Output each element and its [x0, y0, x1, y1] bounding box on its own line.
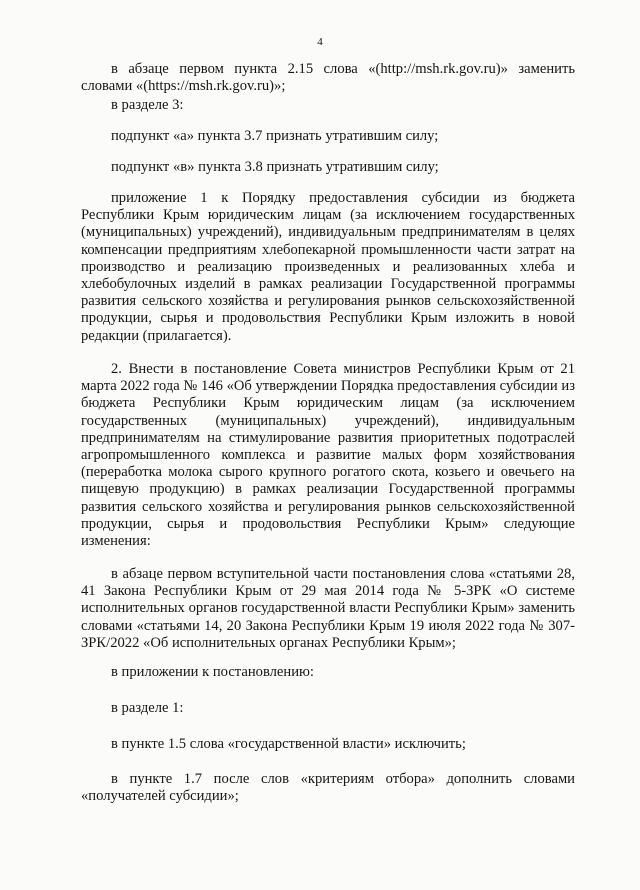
paragraph-subpoint-v: подпункт «в» пункта 3.8 признать утратившим силу; — [111, 159, 439, 175]
paragraph-point-1-7: в пункте 1.7 после слов «критериям отбора» дополнить словами «получателей субсидии»; — [81, 771, 575, 805]
paragraph-url-change: в абзаце первом пункта 2.15 слова «(http://msh.rk.gov.ru)» заменить словами «(https://msh.rk.gov.ru)»; — [81, 61, 575, 95]
paragraph-point-1-5: в пункте 1.5 слова «государственной власти» исключить; — [111, 736, 466, 752]
paragraph-section-3: в разделе 3: — [111, 97, 184, 113]
paragraph-preamble-change: в абзаце первом вступительной части постановления слова «статьями 28, 41 Закона Республики Крым от 29 мая 2014 года № 5-ЗРК «О системе исполнительных органов государственной власти Республики Крым» заменить словами «статьями 14, 20 Закона Республики Крым 19 июля 2022 года № 307-ЗРК/2022 «Об исполнительных органах Республики Крым»; — [81, 566, 575, 651]
paragraph-subpoint-a: подпункт «а» пункта 3.7 признать утратившим силу; — [111, 128, 439, 144]
paragraph-point-2: 2. Внести в постановление Совета министров Республики Крым от 21 марта 2022 года № 146 «Об утверждении Порядка предоставления субсидии из бюджета Республики Крым юридическим лицам (за исключением государственных (муниципальных) учреждений), индивидуальным предпринимателям на стимулирование развития приоритетных подотраслей агропромышленного комплекса и развитие малых форм хозяйствования (переработка молока сырого крупного рогатого скота, козьего и овечьего на пищевую продукцию) в рамках реализации Государственной программы развития сельского хозяйства и регулирования рынков сельскохозяйственной продукции, сырья и продовольствия Республики Крым» следующие изменения: — [81, 361, 575, 550]
paragraph-section-1: в разделе 1: — [111, 700, 184, 716]
paragraph-appendix-1: приложение 1 к Порядку предоставления субсидии из бюджета Республики Крым юридическим лицам (за исключением государственных (муниципальных) учреждений), индивидуальным предпринимателям в целях компенсации предприятиям хлебопекарной промышленности части затрат на производство и реализацию произведенных и реализованных хлеба и хлебобулочных изделий в рамках реализации Государственной программы развития сельского хозяйства и регулирования рынков сельскохозяйственной продукции, сырья и продовольствия Республики Крым изложить в новой редакции (прилагается). — [81, 190, 575, 344]
paragraph-appendix-intro: в приложении к постановлению: — [111, 664, 314, 680]
page-number: 4 — [317, 36, 323, 48]
